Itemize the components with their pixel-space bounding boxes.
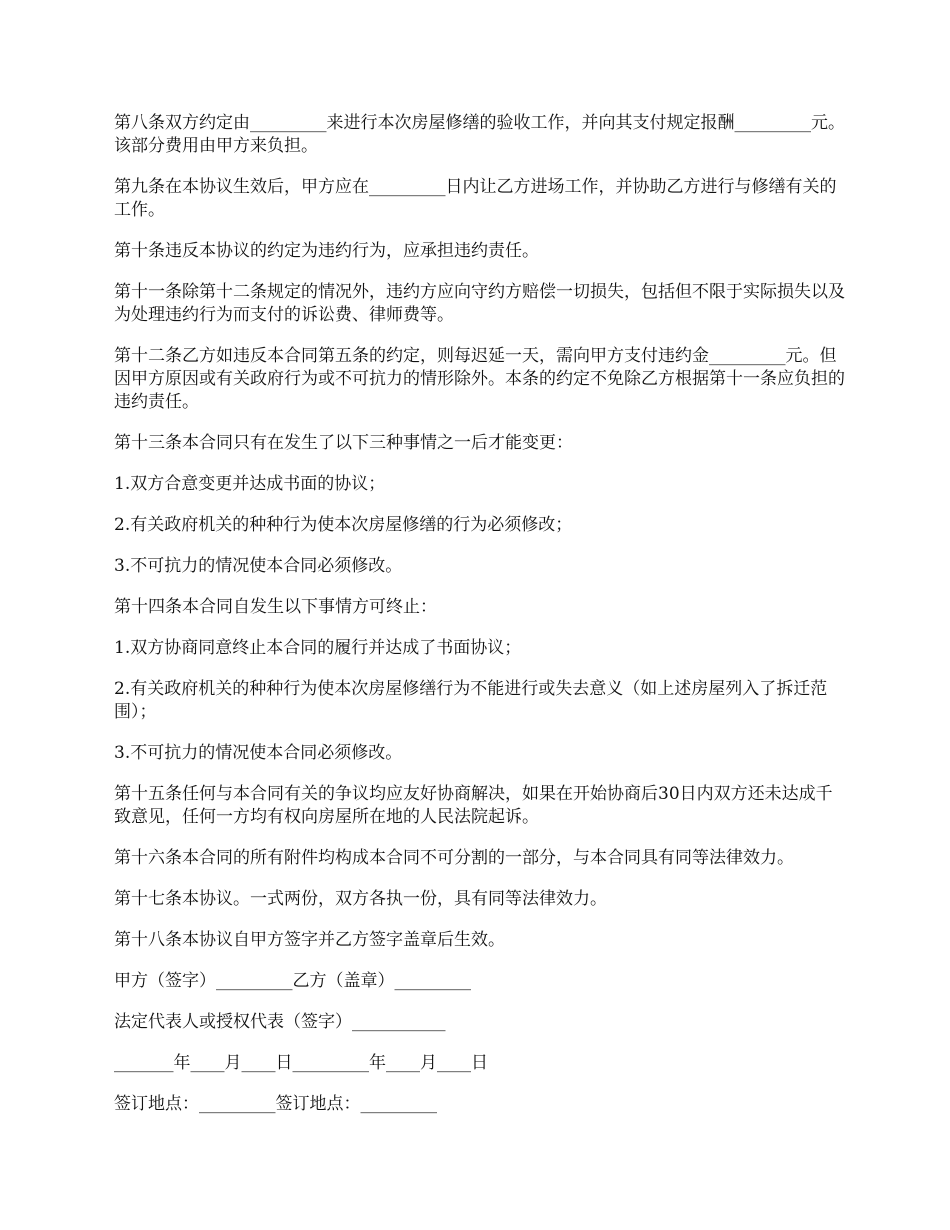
signature-party-line: 甲方（签字）_________乙方（盖章）_________ <box>114 971 471 991</box>
article-13-paragraph: 第十三条本合同只有在发生了以下三种事情之一后才能变更： <box>114 433 573 453</box>
signature-date-line: _______年____月____日_________年____月____日 <box>114 1053 488 1073</box>
article-13-item-2: 2.有关政府机关的种种行为使本次房屋修缮的行为必须修改； <box>114 515 573 535</box>
article-16-paragraph: 第十六条本合同的所有附件均构成本合同不可分割的一部分，与本合同具有同等法律效力。 <box>114 848 794 868</box>
article-12-paragraph: 第十二条乙方如违反本合同第五条的约定，则每迟延一天，需向甲方支付违约金_________元。但因甲方原因或有关政府行为或不可抗力的情形除外。本条的约定不免除乙方根据第十一条应负担的违约责任。 <box>114 346 845 412</box>
article-18-paragraph: 第十八条本协议自甲方签字并乙方签字盖章后生效。 <box>114 930 505 950</box>
article-14-item-3: 3.不可抗力的情况使本合同必须修改。 <box>114 743 403 763</box>
article-13-item-1: 1.双方合意变更并达成书面的协议； <box>114 474 386 494</box>
article-14-paragraph: 第十四条本合同自发生以下事情方可终止： <box>114 597 437 617</box>
article-11-paragraph: 第十一条除第十二条规定的情况外，违约方应向守约方赔偿一切损失，包括但不限于实际损失以及为处理违约行为而支付的诉讼费、律师费等。 <box>114 282 845 325</box>
article-10-paragraph: 第十条违反本协议的约定为违约行为，应承担违约责任。 <box>114 241 539 261</box>
signature-representative-line: 法定代表人或授权代表（签字）___________ <box>114 1012 446 1032</box>
contract-document <box>114 112 846 1134</box>
signing-location-line: 签订地点：_________签订地点：_________ <box>114 1094 437 1114</box>
article-9-paragraph: 第九条在本协议生效后，甲方应在_________日内让乙方进场工作，并协助乙方进行与修缮有关的工作。 <box>114 177 837 220</box>
article-14-item-2: 2.有关政府机关的种种行为使本次房屋修缮行为不能进行或失去意义（如上述房屋列入了拆迁范围）； <box>114 679 828 722</box>
article-15-paragraph: 第十五条任何与本合同有关的争议均应友好协商解决，如果在开始协商后30日内双方还未达成千致意见，任何一方均有权向房屋所在地的人民法院起诉。 <box>114 784 833 827</box>
article-14-item-1: 1.双方协商同意终止本合同的履行并达成了书面协议； <box>114 638 522 658</box>
article-17-paragraph: 第十七条本协议。一式两份，双方各执一份，具有同等法律效力。 <box>114 889 607 909</box>
article-13-item-3: 3.不可抗力的情况使本合同必须修改。 <box>114 556 403 576</box>
article-8-paragraph: 第八条双方约定由_________来进行本次房屋修缮的验收工作，并向其支付规定报酬_________元。该部分费用由甲方来负担。 <box>114 113 845 156</box>
